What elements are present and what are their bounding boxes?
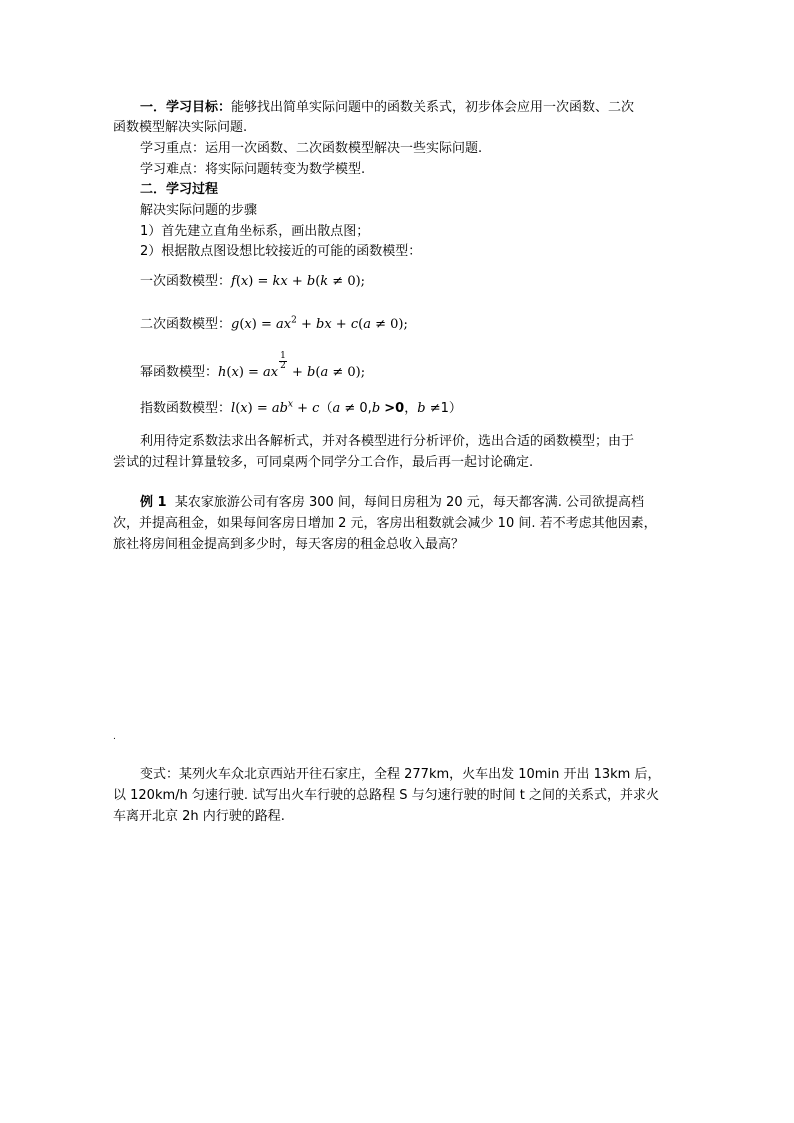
step-2: 2）根据散点图设想比较接近的可能的函数模型：: [140, 244, 422, 259]
quadratic-model-label: 二次函数模型：: [140, 317, 232, 332]
key-point: 学习重点：运用一次函数、二次函数模型解决一些实际问题.: [140, 141, 483, 156]
example-1-label: 例 1: [140, 495, 167, 510]
step-1: 1）首先建立直角坐标系，画出散点图；: [140, 224, 370, 239]
steps-title: 解决实际问题的步骤: [140, 203, 258, 218]
power-model: [140, 351, 366, 383]
method-text-cont: 尝试的过程计算量较多，可同桌两个同学分工合作，最后再一起讨论确定.: [113, 455, 534, 470]
linear-formula: f(x) = kx + b(k ≠ 0);: [231, 274, 366, 289]
variant-text-end: 车离开北京 2h 内行驶的路程.: [113, 809, 285, 824]
objective-text-cont: 函数模型解决实际问题.: [113, 120, 248, 135]
quadratic-model: [140, 316, 408, 334]
exponential-model: 指数函数模型：$l(x) = ab^x + c(a \ne 0,b >0$，b ≠1）: [140, 399, 462, 416]
quadratic-formula: $g(x) = ax^2$ + bx + c(a ≠ 0);: [231, 315, 408, 332]
variant-text-cont: 以 120km/h 匀速行驶. 试写出火车行驶的总路程 S 与匀速行驶的时间 t 之间的关系式，并求火: [113, 788, 660, 803]
exponential-model-label: 指数函数模型：: [140, 401, 232, 416]
method-text: 利用待定系数法求出各解析式，并对各模型进行分析评价，选出合适的函数模型；由于: [140, 434, 635, 449]
power-model-label: 幂函数模型：: [140, 365, 219, 380]
linear-model-label: 一次函数模型：: [140, 274, 232, 289]
variant-text: 变式：某列火车众北京西站开往石家庄，全程 277km，火车出发 10min 开出 13km 后，: [140, 767, 661, 782]
linear-model: [140, 273, 365, 291]
example-1-text-cont: 次，并提高租金，如果每间客房日增加 2 元，客房出租数就会减少 10 间. 若不考虑其他因素，: [113, 516, 657, 531]
objective-text: 能够找出简单实际问题中的函数关系式，初步体会应用一次函数、二次: [231, 100, 635, 115]
power-formula: h(x) = ax $^{\frac{1}{2}}$ + b(a ≠ 0);: [218, 351, 366, 380]
objectives-line: [140, 99, 634, 117]
section1-heading: 一．学习目标：: [140, 100, 232, 115]
stray-dot: .: [113, 732, 116, 742]
example-1-line: [140, 494, 644, 512]
example-1-text-end: 旅社将房间租金提高到多少时，每天客房的租金总收入最高？: [113, 537, 465, 552]
example-1-text: 某农家旅游公司有客房 300 间，每间日房租为 20 元，每天都客满. 公司欲提高档: [174, 495, 644, 510]
section2-heading: 二．学习过程: [140, 182, 219, 197]
difficulty: 学习难点：将实际问题转变为数学模型.: [140, 162, 366, 177]
exponential-formula: $l(x) = ab^x + c$: [231, 399, 320, 416]
